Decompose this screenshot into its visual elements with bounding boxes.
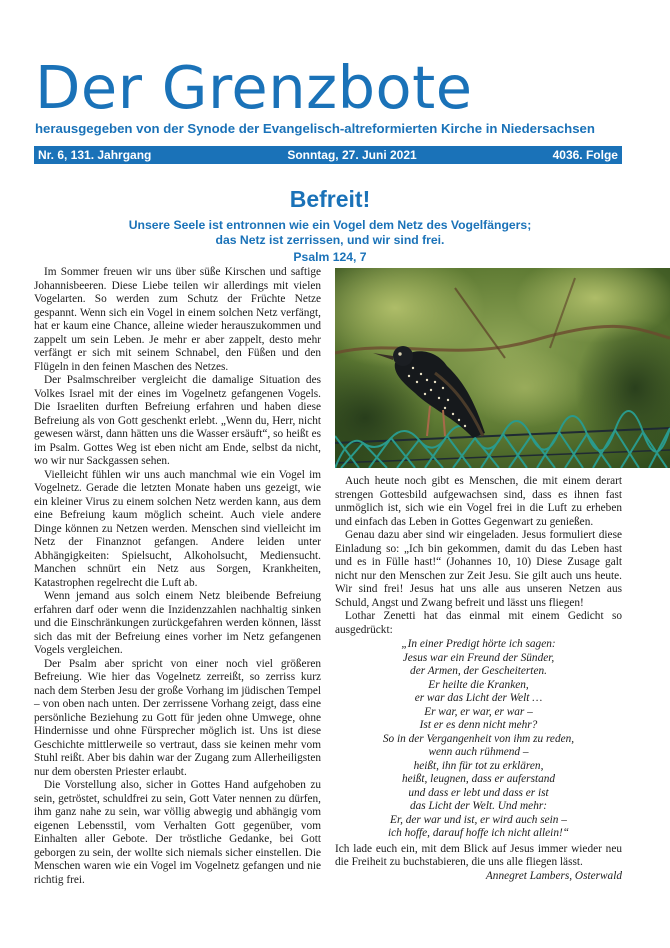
paragraph: Lothar Zenetti hat das einmal mit einem Gedicht so ausgedrückt:: [335, 610, 622, 636]
poem-line: Ist er es denn nicht mehr?: [419, 719, 538, 731]
poem-line: das Licht der Welt. Und mehr:: [409, 800, 548, 812]
article-title: Befreit!: [289, 186, 371, 212]
author-signature: Annegret Lambers, Osterwald: [485, 869, 622, 882]
article-lead: [34, 218, 626, 265]
paragraph: Genau dazu aber sind wir eingeladen. Jesus formuliert diese Einladung so: „Ich bin gekommen, damit du das Leben hast und es in Fülle hast!“ (Johannes 10, 10) Diese Zusage galt nicht nur den Menschen zur Zeit Jesu. Sie gilt auch uns heute. Wir sind frei! Jesus hat uns alle aus unseren Netzen aus Schuld, Angst und Zwang befreit und lässt uns fliegen!: [335, 529, 622, 609]
poem-line: und dass er lebt und dass er ist: [408, 786, 549, 799]
issue-bar: [34, 146, 622, 164]
poem-line: Er, der war und ist, er wird auch sein –: [390, 813, 567, 826]
poem-line: heißt, ihn für tot zu erklären,: [413, 759, 544, 772]
paragraph: Im Sommer freuen wir uns über süße Kirschen und saftige Johannisbeeren. Diese Liebe teilen wir allerdings mit vielen Vogelarten. So werden zum Schutz der Früchte Netze gespannt. Wenn sich ein Vogel in einem solchen Netz verfängt, hat er kaum eine Chance, alleine wieder herauszukommen und zappelt um sein Leben. Je mehr er aber zappelt, desto mehr verfängt er sich mit seinem Schnabel, den Füßen und den Flügeln in den feinen Maschen des Netzes.: [34, 266, 321, 373]
article-column-right: [335, 475, 622, 883]
closing-paragraph: Ich lade euch ein, mit dem Blick auf Jesus immer wieder neu die Freiheit zu buchstabieren, die uns alle fliegen lässt.: [335, 842, 622, 868]
bible-reference: Psalm 124, 7: [293, 250, 367, 264]
poem-line: wenn auch rühmend –: [428, 746, 529, 758]
newspaper-title: Der Grenzbote: [35, 53, 473, 122]
article-column-left: [34, 266, 321, 887]
issue-sequence: 4036. Folge: [552, 148, 618, 162]
paragraph: Wenn jemand aus solch einem Netz bleibende Befreiung erfahren darf oder wenn die Inzidenzzahlen nachhaltig sinken und die Einschränkungen zurückgefahren werden können, lässt sich das mit der Befreiung eines vorher im Netz gefangenen Vogels vergleichen.: [34, 590, 321, 656]
starling-photo-icon: [335, 268, 670, 468]
issue-number: Nr. 6, 131. Jahrgang: [38, 148, 152, 162]
paragraph: Der Psalm aber spricht von einer noch viel größeren Befreiung. Wie hier das Vogelnetz zerreißt, so zerriss kurz nach dem Sterben Jesu der große Vorhang im jüdischen Tempel – von oben nach unten. Der zerrissene Vorhang zeigt, dass eine persönliche Beziehung zu Gott für jeden ohne Umwege, ohne Hindernisse und ohne Fürsprecher möglich ist. Uns ist diese Geschichte mittlerweile so vertraut, dass sie keinen mehr vom Stuhl reißt. Aber bis dahin war der Zugang zum Allerheiligsten nur dem obersten Priester erlaubt.: [34, 657, 321, 778]
poem-line: Er war, er war, er war –: [424, 705, 533, 718]
poem-line: er war das Licht der Welt …: [414, 692, 543, 704]
poem-line: Er heilte die Kranken,: [428, 678, 529, 691]
lead-line: das Netz ist zerrissen, und wir sind frei.: [215, 233, 445, 247]
poem-line: heißt, leugnen, dass er auferstand: [401, 773, 556, 785]
masthead: [35, 53, 635, 136]
paragraph: Der Psalmschreiber vergleicht die damalige Situation des Volkes Israel mit der eines im Vogelnetz gefangenen Vogels. Die Israeliten durften Befreiung erfahren und haben diese Befreiung als von Gott geschenkt erlebt. „Wenn du, Herr, nicht gewesen wärst, dann hätten uns die Wasser ersäuft“, so heißt es im Psalm. Gottes Weg ist eben nicht am Ende, selbst da nicht, wo wir nur Sackgassen sehen.: [34, 374, 321, 467]
lead-line: Unsere Seele ist entronnen wie ein Vogel dem Netz des Vogelfängers;: [128, 218, 532, 232]
issue-date: Sonntag, 27. Juni 2021: [287, 148, 417, 162]
poem-line: der Armen, der Gescheiterten.: [410, 665, 547, 677]
poem-line: „In einer Predigt hörte ich sagen:: [401, 638, 556, 650]
poem-line: Jesus war ein Freund der Sünder,: [402, 651, 555, 664]
paragraph: Die Vorstellung also, sicher in Gottes Hand aufgehoben zu sein, getröstet, schuldfrei zu sein, Gott Vater nennen zu dürfen, ihm ganz nahe zu sein, war völlig abwegig und abhängig vom eigenen Lebensstil, vom Verhalten Gott gegenüber, vom Einhalten aller Gebote. Der tröstliche Gedanke, bei Gott geborgen zu sein, der wollte sich niemals sicher einstellen. Die Menschen waren wie ein Vogel im Vogelnetz gefangen und nie richtig frei.: [34, 779, 321, 886]
poem-line: So in der Vergangenheit von ihm zu reden,: [382, 732, 575, 745]
paragraph: Auch heute noch gibt es Menschen, die mit einem derart strengen Gottesbild aufgewachsen sind, dass es ihnen fast unmöglich ist, sich wie ein Vogel frei in die Luft zu erheben und einfach das Leben in Gottes Gegenwart zu genießen.: [335, 475, 622, 528]
poem: [335, 638, 622, 841]
poem-line: ich hoffe, darauf hoffe ich nicht allein!“: [387, 827, 570, 839]
paragraph: Vielleicht fühlen wir uns auch manchmal wie ein Vogel im Vogelnetz. Gerade die letzten Monate haben uns gezeigt, wie ein kleiner Virus zu einem solchen Netz werden kann, aus dem eine Befreiung kaum möglich scheint. Auch viele andere Dinge können zu Netzen werden. Menschen sind vielleicht im Netz der Finanznot gefangen. Andere leiden unter Abhängigkeiten: Spielsucht, Alkoholsucht, Mediensucht. Manchen schnürt ein Netz aus Sorgen, Krankheiten, Katastrophen regelrecht die Luft ab.: [34, 468, 321, 589]
newspaper-subtitle: herausgegeben von der Synode der Evangelisch-altreformierten Kirche in Niedersachsen: [35, 121, 595, 136]
